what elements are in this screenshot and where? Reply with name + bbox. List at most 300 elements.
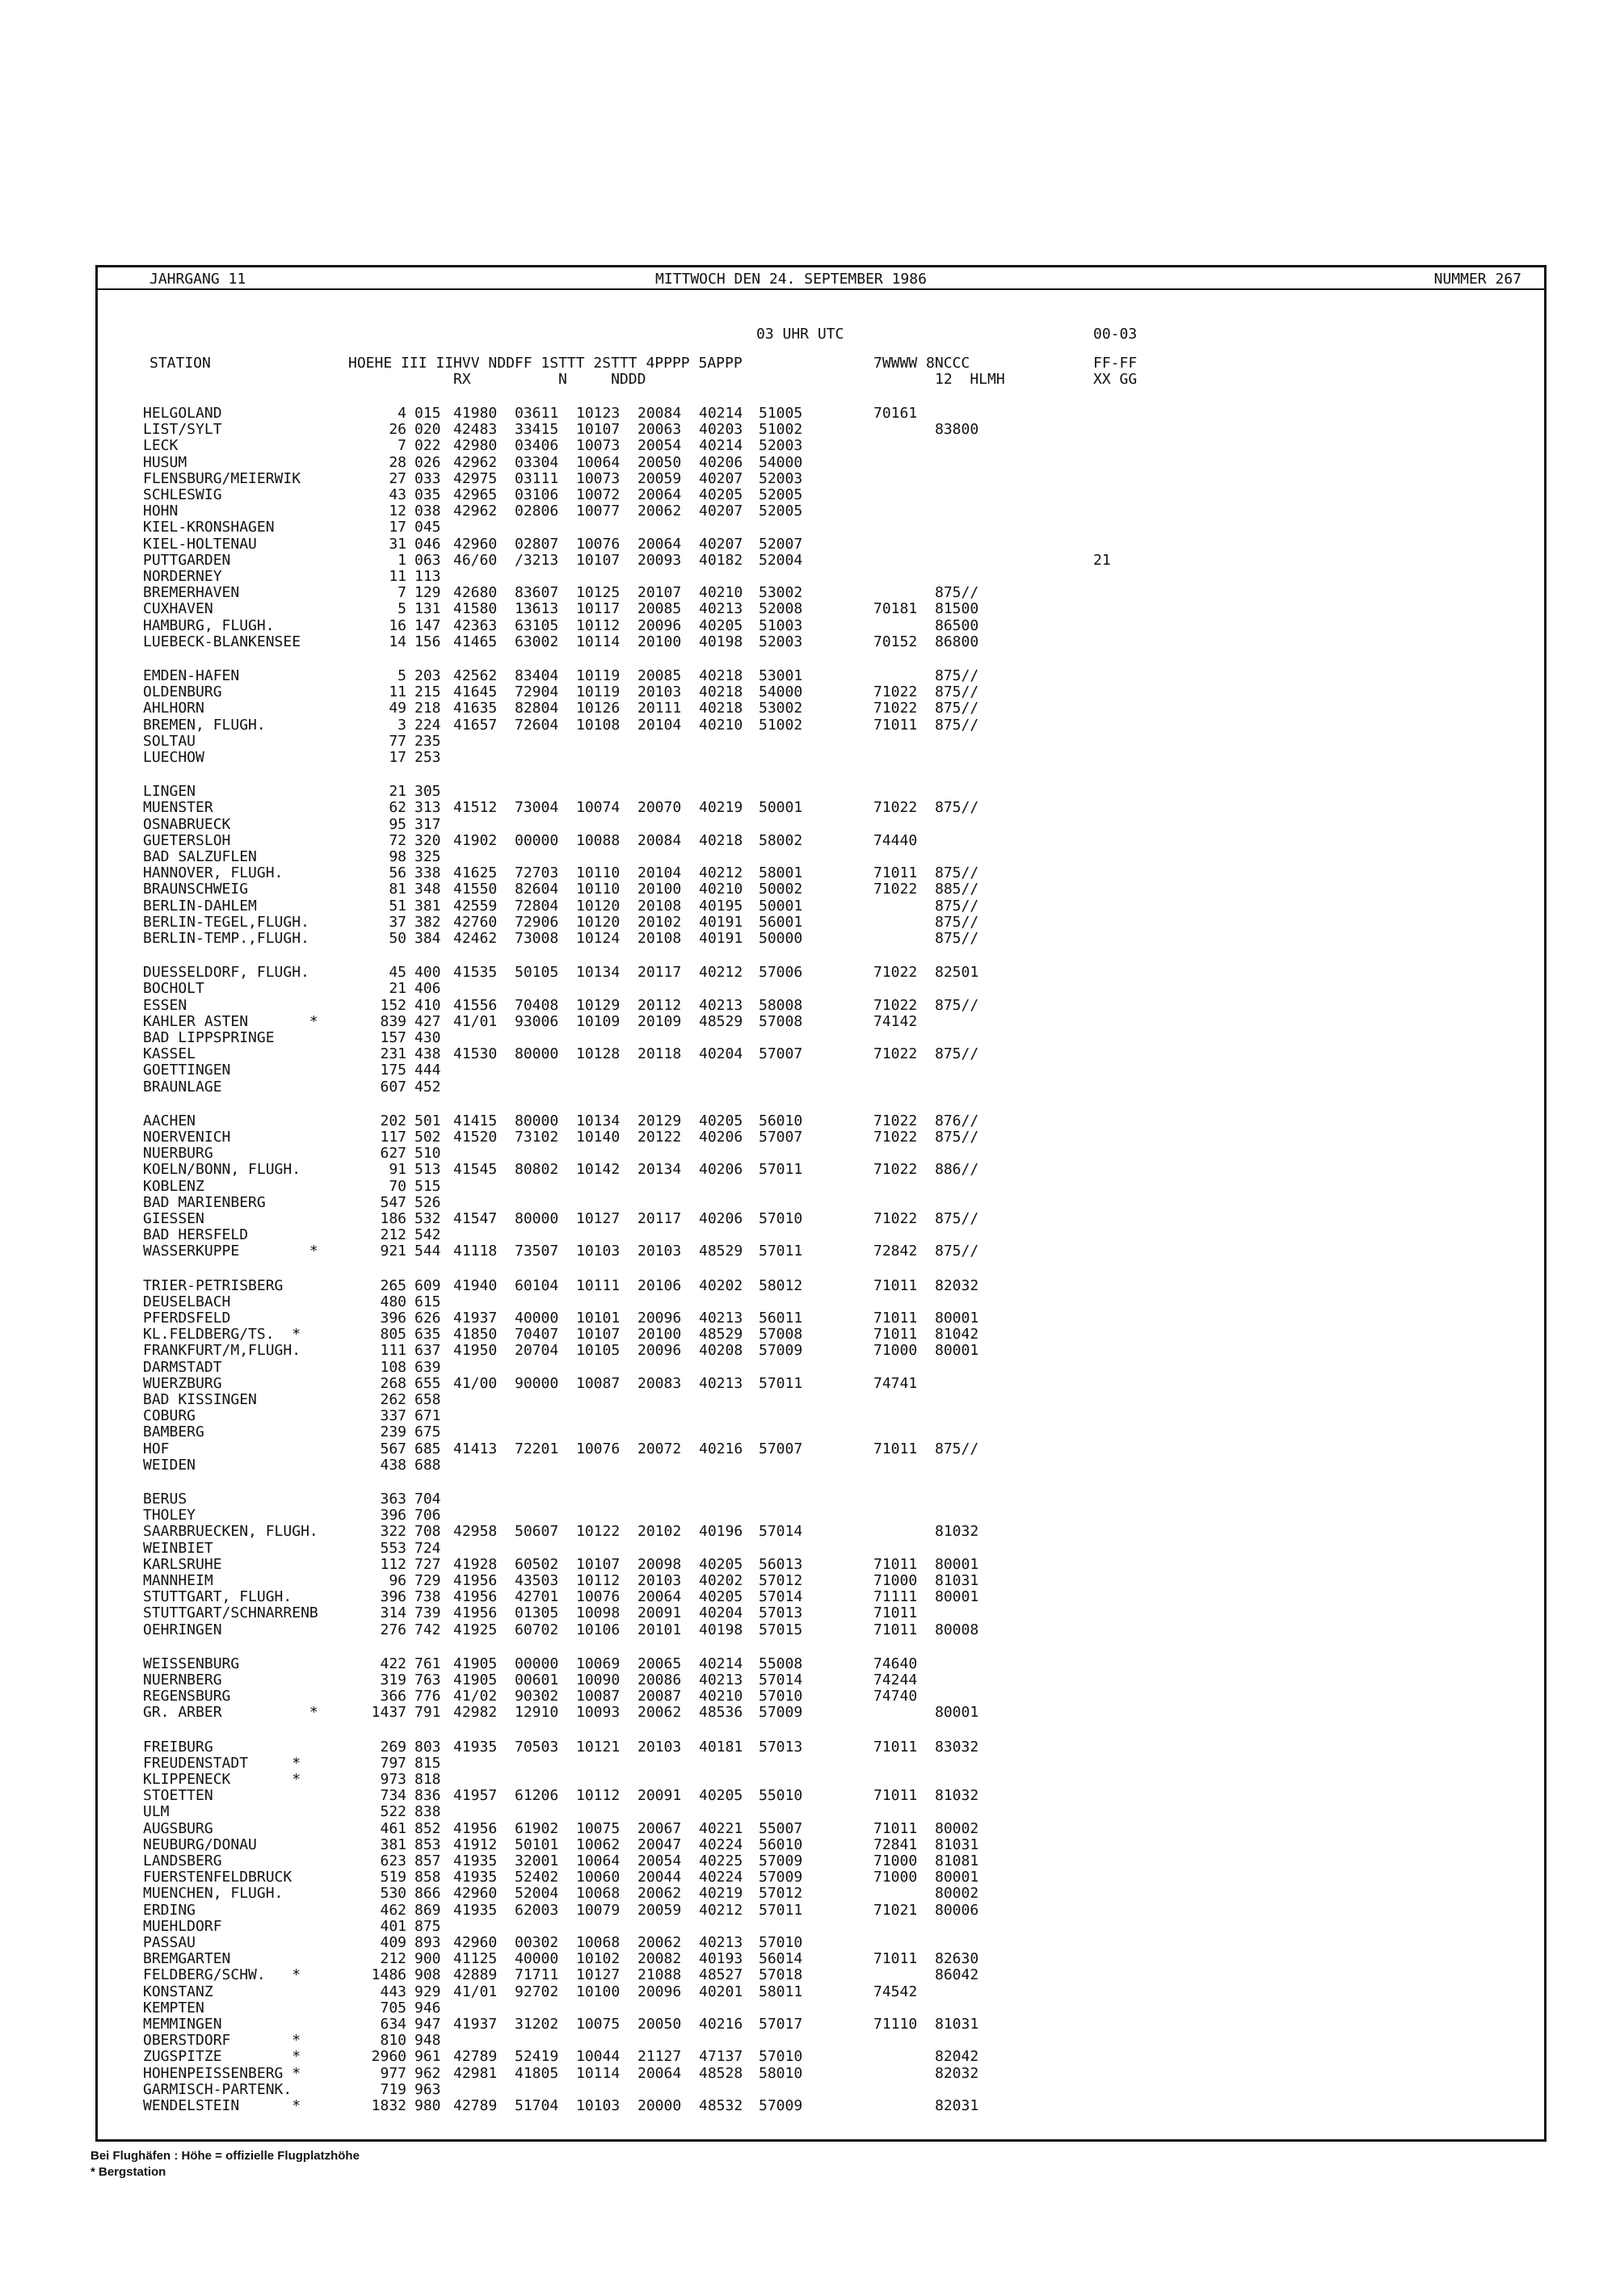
cloud-group: 875// [935, 667, 979, 684]
table-row [98, 1950, 1544, 1966]
code-group: 42962 [453, 503, 498, 520]
observation-time: 03 UHR UTC [756, 326, 844, 343]
code-group: 40206 [699, 453, 743, 471]
station-height: 21 [389, 980, 406, 998]
station-height: 522 [380, 1803, 406, 1821]
station-index: 501 [415, 1112, 441, 1129]
cloud-group: 875// [935, 996, 979, 1014]
weather-group: 71011 [873, 1604, 918, 1622]
station-name: ERDING [143, 1901, 196, 1919]
code-group: 20062 [638, 1934, 682, 1951]
station-height: 462 [380, 1901, 406, 1919]
header-divider [98, 288, 1544, 290]
code-group: 51704 [515, 2097, 559, 2114]
code-group: 41/00 [453, 1374, 498, 1392]
code-group: 46/60 [453, 551, 498, 569]
code-group: 60104 [515, 1276, 559, 1294]
weather-group: 71000 [873, 1342, 918, 1360]
weather-group: 71011 [873, 864, 918, 882]
wind-header: FF-FF [1093, 355, 1138, 372]
station-index: 502 [415, 1129, 441, 1146]
weather-group: 71022 [873, 799, 918, 817]
station-height: 366 [380, 1688, 406, 1705]
code-group: 40204 [699, 1604, 743, 1622]
station-index: 893 [415, 1934, 441, 1951]
table-row [98, 1491, 1544, 1507]
station-height: 705 [380, 1999, 406, 2016]
code-group: 80000 [515, 1112, 559, 1129]
code-group: 40218 [699, 667, 743, 684]
code-group: 57010 [759, 1934, 803, 1951]
code-group: 56001 [759, 913, 803, 931]
station-name: FREUDENSTADT * [143, 1754, 301, 1772]
table-row [98, 1902, 1544, 1918]
station-height: 409 [380, 1934, 406, 1951]
station-name: HUSUM [143, 453, 187, 471]
code-group: 20106 [638, 1276, 682, 1294]
weather-report-sheet [95, 265, 1547, 2142]
station-height: 186 [380, 1210, 406, 1227]
weather-group: 70161 [873, 405, 918, 422]
station-name: GR. ARBER * [143, 1704, 318, 1722]
station-height: 62 [389, 799, 406, 817]
code-group: 20062 [638, 503, 682, 520]
station-height: 70 [389, 1177, 406, 1195]
station-index: 946 [415, 1999, 441, 2016]
station-index: 675 [415, 1423, 441, 1441]
code-group: 20103 [638, 683, 682, 701]
station-index: 635 [415, 1326, 441, 1344]
table-row [98, 1440, 1544, 1457]
station-index: 313 [415, 799, 441, 817]
code-group: 54000 [759, 683, 803, 701]
station-index: 452 [415, 1078, 441, 1095]
code-group: 57009 [759, 1704, 803, 1722]
cloud-group: 80001 [935, 1704, 979, 1722]
station-name: KL.FELDBERG/TS. * [143, 1326, 301, 1344]
station-name: WASSERKUPPE * [143, 1243, 318, 1260]
weather-group: 71000 [873, 1869, 918, 1886]
station-name: DARMSTADT [143, 1358, 222, 1376]
code-group: 61902 [515, 1819, 559, 1837]
station-name: KLIPPENECK * [143, 1771, 301, 1788]
table-row [98, 2032, 1544, 2048]
code-group: 40214 [699, 1655, 743, 1672]
station-height: 51 [389, 897, 406, 915]
code-group: 02807 [515, 535, 559, 553]
code-group: 20065 [638, 1655, 682, 1672]
table-row [98, 503, 1544, 519]
station-height: 5 [398, 600, 406, 618]
station-index: 980 [415, 2097, 441, 2114]
weather-group: 71022 [873, 700, 918, 717]
code-group: 10068 [576, 1934, 621, 1951]
code-group: 20059 [638, 469, 682, 487]
station-height: 530 [380, 1885, 406, 1903]
station-name: MEMMINGEN [143, 2016, 222, 2033]
code-group: 40205 [699, 616, 743, 634]
code-group: 10112 [576, 1572, 621, 1589]
station-index: 836 [415, 1787, 441, 1805]
code-group: 57009 [759, 1852, 803, 1869]
weather-group: 74740 [873, 1688, 918, 1705]
code-group: 10122 [576, 1523, 621, 1541]
station-index: 542 [415, 1226, 441, 1244]
station-height: 26 [389, 421, 406, 439]
code-group: 62003 [515, 1901, 559, 1919]
code-group: 41950 [453, 1342, 498, 1360]
station-name: NOERVENICH [143, 1129, 231, 1146]
station-name: LECK [143, 437, 179, 455]
code-group: 40213 [699, 600, 743, 618]
station-header: STATION [149, 355, 211, 372]
table-row [98, 617, 1544, 633]
station-height: 337 [380, 1407, 406, 1425]
code-group: 20117 [638, 1210, 682, 1227]
code-group: 31202 [515, 2016, 559, 2033]
code-group: 10117 [576, 600, 621, 618]
code-group: 40218 [699, 831, 743, 849]
station-name: SAARBRUECKEN, FLUGH. [143, 1523, 318, 1541]
code-group: 10140 [576, 1129, 621, 1146]
station-index: 430 [415, 1029, 441, 1046]
code-group: 20108 [638, 930, 682, 947]
table-row [98, 733, 1544, 749]
cloud-group: 875// [935, 1129, 979, 1146]
code-group: 42889 [453, 1966, 498, 1984]
code-group: 40201 [699, 1983, 743, 2000]
table-row [98, 1310, 1544, 1326]
code-group: 40214 [699, 405, 743, 422]
station-index: 515 [415, 1177, 441, 1195]
footnote-airports: Bei Flughäfen : Höhe = offizielle Flugplatzhöhe [90, 2149, 360, 2163]
code-group: 40205 [699, 1555, 743, 1573]
station-height: 12 [389, 503, 406, 520]
table-row [98, 1688, 1544, 1704]
code-group: 10073 [576, 437, 621, 455]
station-index: 063 [415, 551, 441, 569]
code-group: 03111 [515, 469, 559, 487]
cloud-group: 885// [935, 881, 979, 898]
weather-group: 71022 [873, 1210, 918, 1227]
station-height: 96 [389, 1572, 406, 1589]
station-height: 973 [380, 1771, 406, 1788]
station-index: 348 [415, 881, 441, 898]
station-name: PASSAU [143, 1934, 196, 1951]
table-row [98, 848, 1544, 864]
station-index: 609 [415, 1276, 441, 1294]
station-height: 81 [389, 881, 406, 898]
station-height: 438 [380, 1456, 406, 1474]
station-index: 532 [415, 1210, 441, 1227]
station-index: 410 [415, 996, 441, 1014]
station-name: GOETTINGEN [143, 1062, 231, 1079]
code-group: 40219 [699, 799, 743, 817]
table-row [98, 667, 1544, 683]
code-group: 40193 [699, 1950, 743, 1968]
code-group: 73004 [515, 799, 559, 817]
code-group: 63105 [515, 616, 559, 634]
code-group: 42975 [453, 469, 498, 487]
code-group: 40212 [699, 864, 743, 882]
code-group: 56010 [759, 1112, 803, 1129]
cloud-group: 875// [935, 1243, 979, 1260]
station-height: 805 [380, 1326, 406, 1344]
table-row [98, 486, 1544, 503]
table-row [98, 437, 1544, 453]
station-index: 131 [415, 600, 441, 618]
table-row [98, 1507, 1544, 1523]
weather-group: 71011 [873, 1950, 918, 1968]
code-group: 57012 [759, 1885, 803, 1903]
cloud-group: 81042 [935, 1326, 979, 1344]
table-row [98, 1771, 1544, 1787]
code-group: 10126 [576, 700, 621, 717]
code-group: 03611 [515, 405, 559, 422]
code-group: 10073 [576, 469, 621, 487]
station-index: 852 [415, 1819, 441, 1837]
code-group: 10088 [576, 831, 621, 849]
station-index: 776 [415, 1688, 441, 1705]
table-row [98, 1178, 1544, 1194]
cloud-group: 886// [935, 1161, 979, 1179]
code-group: 40182 [699, 551, 743, 569]
station-height: 111 [380, 1342, 406, 1360]
station-name: BERLIN-DAHLEM [143, 897, 257, 915]
station-height: 401 [380, 1917, 406, 1935]
station-index: 658 [415, 1391, 441, 1408]
weather-group: 71011 [873, 1440, 918, 1457]
station-index: 763 [415, 1672, 441, 1688]
code-group: 52003 [759, 469, 803, 487]
code-group: 20096 [638, 616, 682, 634]
table-row [98, 1457, 1544, 1473]
code-group: 40210 [699, 584, 743, 602]
code-group: 10110 [576, 881, 621, 898]
code-group: 41530 [453, 1045, 498, 1063]
code-group: 00000 [515, 831, 559, 849]
station-name: BAD KISSINGEN [143, 1391, 257, 1408]
cloud-group: 83800 [935, 421, 979, 439]
station-height: 396 [380, 1507, 406, 1524]
station-index: 739 [415, 1604, 441, 1622]
code-group: 10087 [576, 1688, 621, 1705]
station-height: 322 [380, 1523, 406, 1541]
table-row [98, 783, 1544, 799]
code-group: 40198 [699, 633, 743, 650]
table-row [98, 1655, 1544, 1672]
code-group: 10075 [576, 2016, 621, 2033]
code-group: 13613 [515, 600, 559, 618]
station-height: 810 [380, 2032, 406, 2050]
code-group: 41980 [453, 405, 498, 422]
station-name: FREIBURG [143, 1738, 213, 1756]
code-group: 58011 [759, 1983, 803, 2000]
code-group: 10093 [576, 1704, 621, 1722]
code-group: 10142 [576, 1161, 621, 1179]
code-group: 42483 [453, 421, 498, 439]
weather-group: 71022 [873, 964, 918, 982]
code-group: 52007 [759, 535, 803, 553]
code-group: 80000 [515, 1045, 559, 1063]
cloud-group: 80001 [935, 1869, 979, 1886]
code-group: 42760 [453, 913, 498, 931]
code-group: 10076 [576, 1588, 621, 1606]
weather-group: 70181 [873, 600, 918, 618]
station-name: OBERSTDORF * [143, 2032, 301, 2050]
station-name: KASSEL [143, 1045, 196, 1063]
code-group: 42559 [453, 897, 498, 915]
station-name: LIST/SYLT [143, 421, 222, 439]
code-group: 57008 [759, 1012, 803, 1030]
code-group: 10127 [576, 1966, 621, 1984]
table-row [98, 1672, 1544, 1688]
station-height: 422 [380, 1655, 406, 1672]
station-height: 50 [389, 930, 406, 947]
station-height: 1486 [371, 1966, 406, 1984]
code-group: 41937 [453, 2016, 498, 2033]
code-group: 41465 [453, 633, 498, 650]
station-name: NUERBURG [143, 1145, 213, 1163]
code-group: 72804 [515, 897, 559, 915]
code-group: 43503 [515, 1572, 559, 1589]
station-index: 526 [415, 1193, 441, 1211]
code-group: 41925 [453, 1621, 498, 1638]
cloud-group: 875// [935, 1045, 979, 1063]
code-group: 40213 [699, 1672, 743, 1688]
table-row [98, 1803, 1544, 1819]
code-group: 40000 [515, 1310, 559, 1327]
code-group: 21127 [638, 2048, 682, 2066]
station-name: HAMBURG, FLUGH. [143, 616, 275, 634]
code-group: 20108 [638, 897, 682, 915]
code-group: 20111 [638, 700, 682, 717]
code-group: 00601 [515, 1672, 559, 1688]
code-group: 57018 [759, 1966, 803, 1984]
code-group: 20096 [638, 1310, 682, 1327]
code-group: 40203 [699, 421, 743, 439]
weather-group: 74142 [873, 1012, 918, 1030]
code-group: 57014 [759, 1523, 803, 1541]
code-group: 40218 [699, 700, 743, 717]
code-group: 41/02 [453, 1688, 498, 1705]
station-index: 320 [415, 831, 441, 849]
table-row [98, 2000, 1544, 2016]
weather-group: 71111 [873, 1588, 918, 1606]
table-row [98, 2048, 1544, 2064]
station-name: SOLTAU [143, 732, 196, 750]
table-row [98, 1885, 1544, 1901]
cloud-group: 875// [935, 584, 979, 602]
code-group: 10064 [576, 453, 621, 471]
code-group: 57014 [759, 1588, 803, 1606]
code-group: 52005 [759, 486, 803, 503]
station-name: GARMISCH-PARTENK. [143, 2080, 292, 2098]
table-row [98, 1342, 1544, 1358]
code-group: 10074 [576, 799, 621, 817]
weather-group: 71022 [873, 683, 918, 701]
station-name: MUENCHEN, FLUGH. [143, 1885, 284, 1903]
code-group: 20064 [638, 1588, 682, 1606]
code-group: 40224 [699, 1836, 743, 1853]
code-group: 10134 [576, 964, 621, 982]
code-group: 10128 [576, 1045, 621, 1063]
table-row [98, 1013, 1544, 1029]
station-index: 685 [415, 1440, 441, 1457]
table-row [98, 749, 1544, 765]
table-row [98, 1852, 1544, 1869]
code-group: 57007 [759, 1045, 803, 1063]
code-group: 58008 [759, 996, 803, 1014]
code-group: 40214 [699, 437, 743, 455]
station-name: BERUS [143, 1491, 187, 1508]
station-height: 202 [380, 1112, 406, 1129]
code-group: 41512 [453, 799, 498, 817]
code-group: 10079 [576, 1901, 621, 1919]
code-group: 73507 [515, 1243, 559, 1260]
station-index: 253 [415, 749, 441, 766]
code-group: 20082 [638, 1950, 682, 1968]
code-group: /3213 [515, 551, 559, 569]
station-height: 262 [380, 1391, 406, 1408]
station-name: HOHENPEISSENBERG * [143, 2064, 301, 2082]
station-name: OLDENBURG [143, 683, 222, 701]
code-group: 72906 [515, 913, 559, 931]
table-row [98, 1755, 1544, 1771]
station-name: HOHN [143, 503, 179, 520]
code-group: 50000 [759, 930, 803, 947]
code-group: 20100 [638, 633, 682, 650]
table-row [98, 1243, 1544, 1259]
code-group: 40216 [699, 1440, 743, 1457]
station-height: 567 [380, 1440, 406, 1457]
cloud-group: 80006 [935, 1901, 979, 1919]
code-group: 10103 [576, 2097, 621, 2114]
station-index: 962 [415, 2064, 441, 2082]
code-group: 20000 [638, 2097, 682, 2114]
weather-group: 72841 [873, 1836, 918, 1853]
weather-group: 71000 [873, 1572, 918, 1589]
code-group: 56010 [759, 1836, 803, 1853]
code-group: 41956 [453, 1588, 498, 1606]
code-group: 57009 [759, 1342, 803, 1360]
code-group: 42562 [453, 667, 498, 684]
station-height: 396 [380, 1310, 406, 1327]
code-group: 02806 [515, 503, 559, 520]
weather-group: 71011 [873, 1555, 918, 1573]
code-group: 10120 [576, 897, 621, 915]
weather-group: 71022 [873, 996, 918, 1014]
code-group: 10112 [576, 1787, 621, 1805]
weather-group: 71022 [873, 1129, 918, 1146]
code-group: 10110 [576, 864, 621, 882]
code-group: 40206 [699, 1129, 743, 1146]
table-row [98, 1918, 1544, 1934]
code-group: 42958 [453, 1523, 498, 1541]
station-index: 947 [415, 2016, 441, 2033]
code-group: 10107 [576, 1326, 621, 1344]
station-index: 015 [415, 405, 441, 422]
code-group: 10123 [576, 405, 621, 422]
code-group: 42981 [453, 2064, 498, 2082]
station-name: NEUBURG/DONAU [143, 1836, 257, 1853]
station-height: 31 [389, 535, 406, 553]
table-row [98, 1079, 1544, 1095]
code-group: 10107 [576, 421, 621, 439]
station-height: 839 [380, 1012, 406, 1030]
code-group: 40213 [699, 1374, 743, 1392]
cloud-group: 875// [935, 864, 979, 882]
